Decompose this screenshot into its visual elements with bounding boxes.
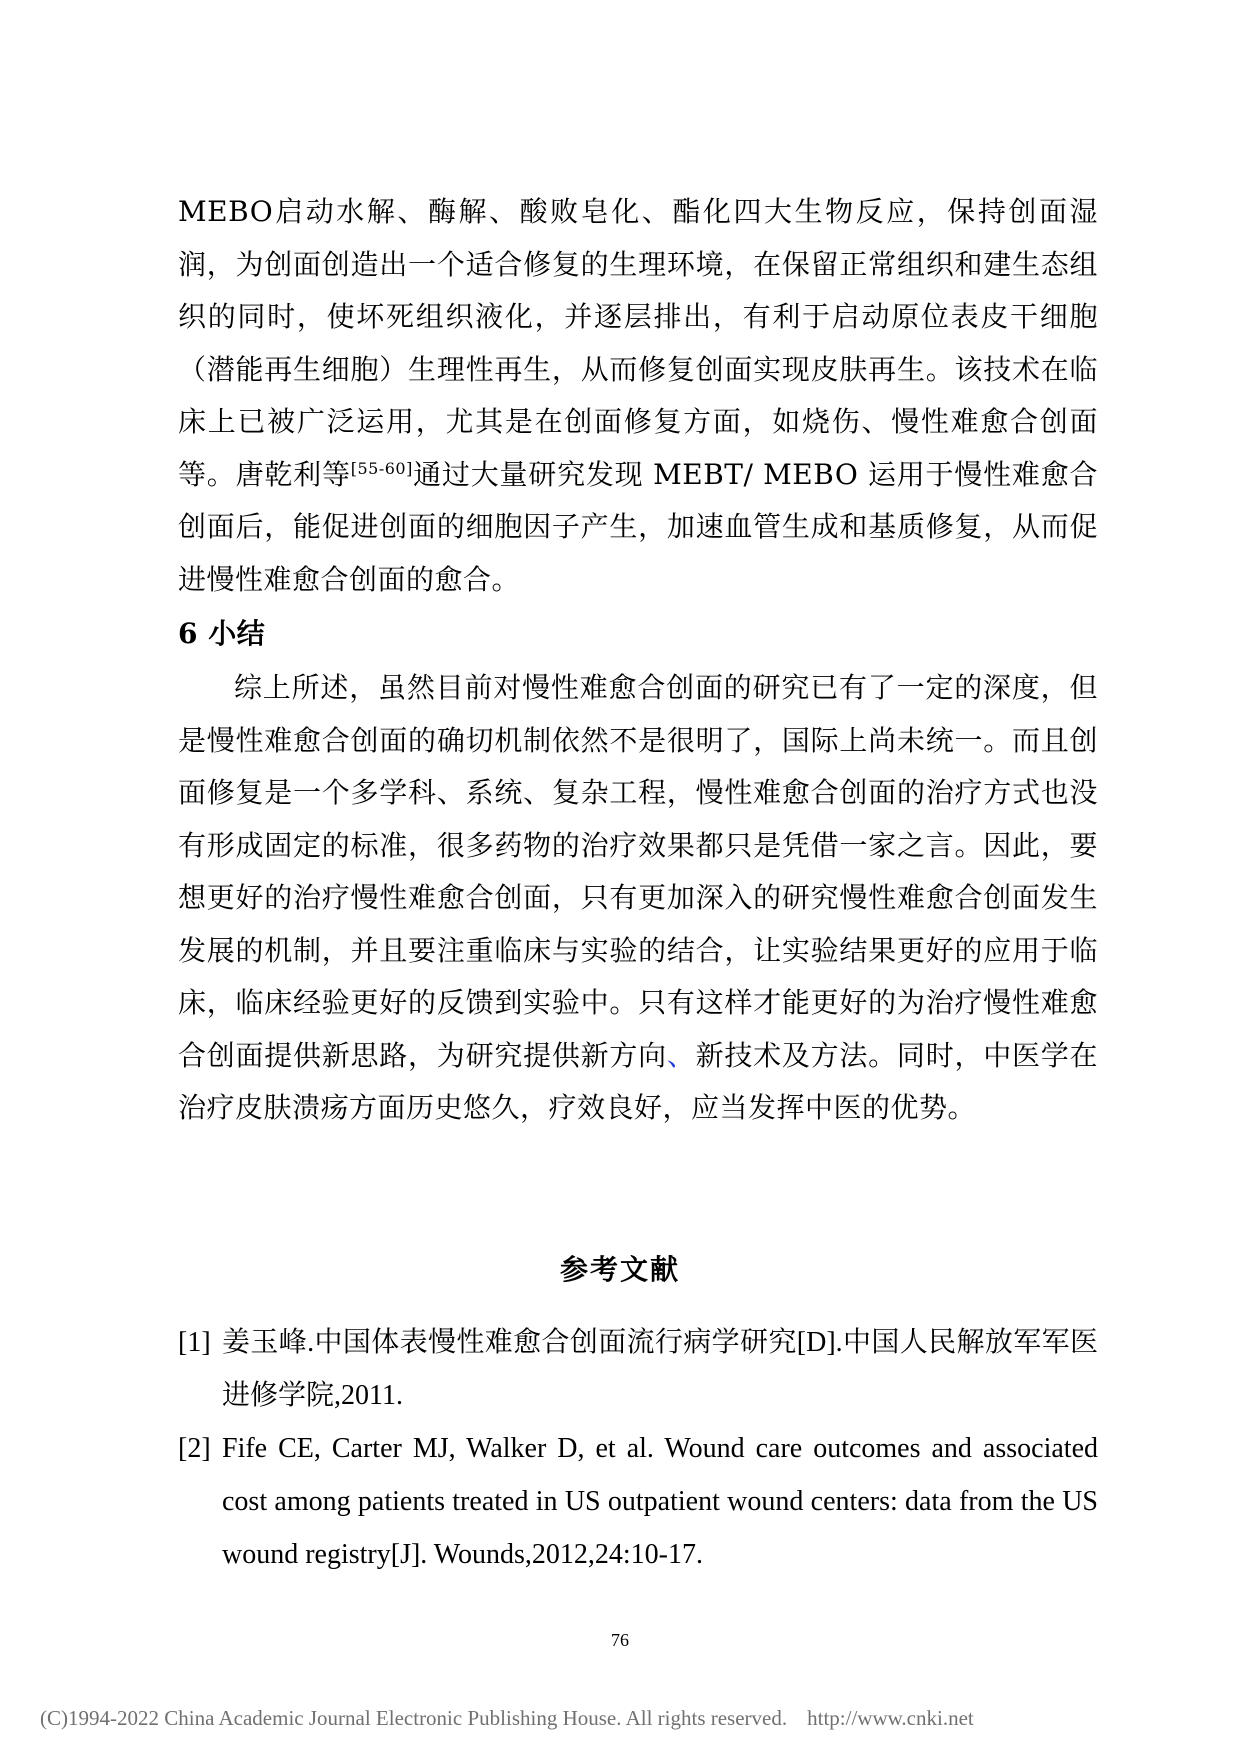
page-number: 76: [611, 1630, 629, 1650]
reference-item: [178, 1422, 1098, 1581]
section-heading-summary: 6 小结: [178, 617, 266, 650]
reference-item: [178, 1316, 1098, 1422]
reference-number: [2]: [178, 1433, 211, 1464]
footer-copyright: [40, 1706, 974, 1731]
paragraph-text: 通过大量研究发现 MEBT/ MEBO 运用于慢性难愈合创面后，能促进创面的细胞因子产生，加速血管生成和基质修复，从而促进慢性难愈合创面的愈合。: [178, 457, 1098, 596]
reference-list: [178, 1316, 1098, 1581]
paragraph-text: 综上所述，虽然目前对慢性难愈合创面的研究已有了一定的深度，但是慢性难愈合创面的确切机制依然不是很明了，国际上尚未统一。而且创面修复是一个多学科、系统、复杂工程，慢性难愈合创面的治疗方式也没有形成固定的标准，很多药物的治疗效果都只是凭借一家之言。因此，要想更好的治疗慢性难愈合创面，只有更加深入的研究慢性难愈合创面发生发展的机制，并且要注重临床与实验的结合，让实验结果更好的应用于临床，临床经验更好的反馈到实验中。只有这样才能更好的为治疗慢性难愈合创面提供新思路，为研究提供新方向: [178, 671, 1098, 1072]
body-paragraph-summary: [178, 662, 1098, 1135]
paragraph-text: MEBO启动水解、酶解、酸败皂化、酯化四大生物反应，保持创面湿润，为创面创造出一个适合修复的生理环境，在保留正常组织和建生态组织的同时，使坏死组织液化，并逐层排出，有利于启动原位表皮干细胞（潜能再生细胞）生理性再生，从而修复创面实现皮肤再生。该技术在临床上已被广泛运用，尤其是在创面修复方面，如烧伤、慢性难愈合创面等。唐乾利等: [178, 195, 1098, 491]
main-text-block: [178, 186, 1098, 1135]
paragraph-text: 新技术及方法。同时，中医学在治疗皮肤溃疡方面历史悠久，疗效良好，应当发挥中医的优势。: [178, 1038, 1098, 1124]
footer-url-link[interactable]: http://www.cnki.net: [807, 1706, 974, 1730]
reference-number: [1]: [178, 1327, 211, 1358]
citation-marker: [55-60]: [350, 458, 413, 478]
reference-text: Fife CE, Carter MJ, Walker D, et al. Wound care outcomes and associated cost among patients treated in US outpatient wound centers: data from the US wound registry[J]. Wounds,2012,24:10-17.: [222, 1433, 1098, 1570]
body-paragraph-mebo: [178, 186, 1098, 606]
reference-text: 姜玉峰.中国体表慢性难愈合创面流行病学研究[D].中国人民解放军军医进修学院,2011.: [222, 1327, 1098, 1411]
copyright-text: (C)1994-2022 China Academic Journal Electronic Publishing House. All rights reserved.: [40, 1706, 788, 1730]
highlighted-punctuation: 、: [666, 1038, 696, 1072]
references-heading: 参考文献: [559, 1253, 680, 1286]
